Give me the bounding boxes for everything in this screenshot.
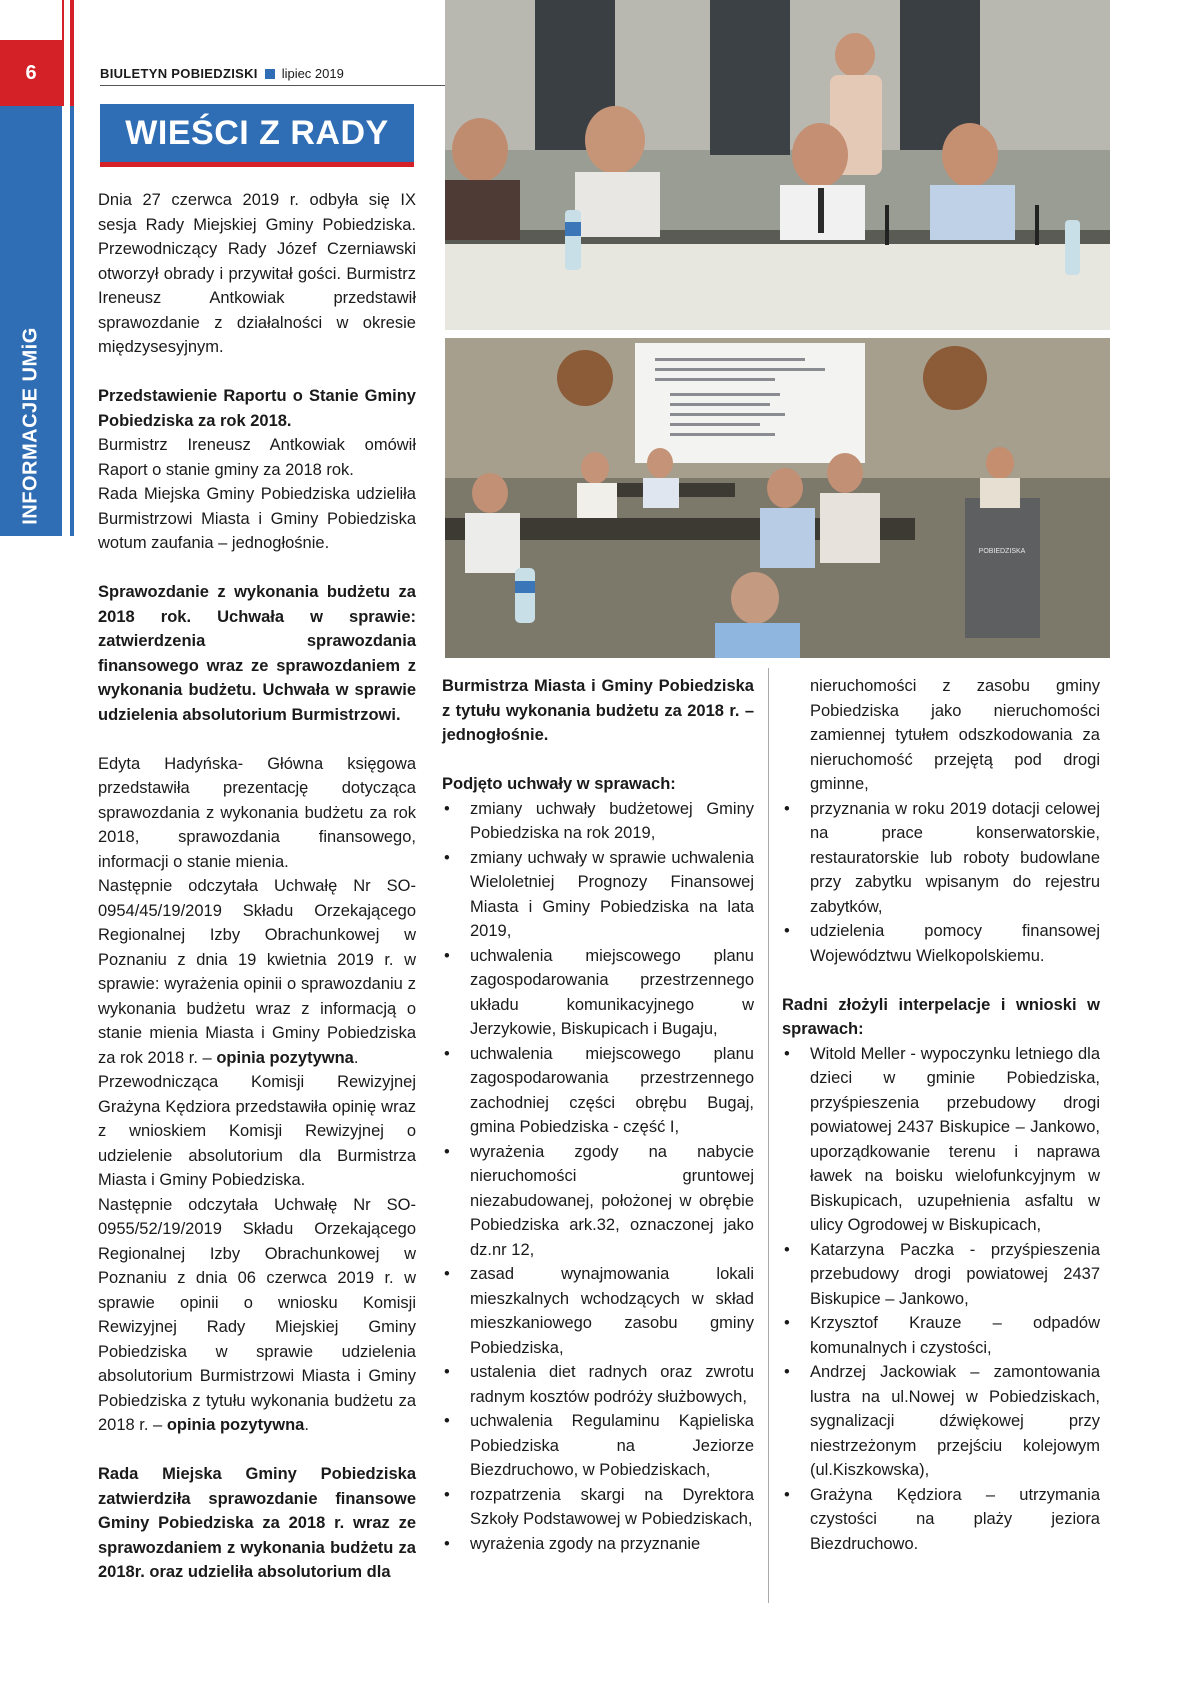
approval-continuation <box>442 674 754 748</box>
list-item: • Krzysztof Krauze – odpadów komunalnych i czystości, <box>782 1311 1100 1360</box>
list-item: • Andrzej Jackowiak – zamontowania lustra na ul.Nowej w Pobiedziskach, sygnalizacji dźwiękowej przy niestrzeżonym przejściu kolejowym (ul.Kiszkowska), <box>782 1360 1100 1483</box>
margin-rule-red-2 <box>70 0 74 106</box>
interpellations-heading-text: Radni złożyli interpelacje i wnioski w sprawach: <box>782 995 1100 1038</box>
resolutions-list <box>442 797 754 1557</box>
section-title: WIEŚCI Z RADY <box>100 104 414 162</box>
list-item: • Katarzyna Paczka - przyśpieszenia przebudowy drogi powiatowej 2437 Biskupice – Jankowo, <box>782 1238 1100 1312</box>
budget-heading-text: Sprawozdanie z wykonania budżetu za 2018 rok. Uchwała w sprawie: zatwierdzenia sprawozdania finansowego wraz ze sprawozdaniem z wykonania budżetu. Uchwała w sprawie udzielenia absolutorium Burmistrzowi. <box>98 583 416 724</box>
raport-heading <box>98 384 416 433</box>
side-band-rule <box>70 106 74 536</box>
rio-resolution-2-paragraph <box>98 1193 416 1438</box>
rio-resolution-2-text: Następnie odczytała Uchwałę Nr SO-0955/52/19/2019 Składu Orzekającego Regionalnej Izby Obrachunkowej w Poznaniu z dnia 06 czerwca 2019 r. w sprawie opinii o wniosku Komisji Rewizyjnej Rady Miejskiej Gminy Pobiedziska w sprawie udzielenia absolutorium Burmistrzowi Miasta i Gminy Pobiedziska z tytułu wykonania budżetu za 2018 r. – <box>98 1195 416 1434</box>
rio-resolution-2-end: . <box>304 1416 309 1434</box>
raport-heading-text: Przedstawienie Raportu o Stanie Gminy Pobiedziska za rok 2018. <box>98 387 416 430</box>
rio-resolution-2-verdict: opinia pozytywna <box>166 1416 305 1434</box>
margin-rule-red <box>62 0 64 106</box>
header-square-icon <box>265 69 275 79</box>
budget-heading <box>98 580 416 727</box>
resolutions-heading-text: Podjęto uchwały w sprawach: <box>442 775 676 793</box>
council-members-photo <box>445 0 1110 330</box>
publication-title: BIULETYN POBIEDZISKI <box>100 66 258 81</box>
header-rule <box>100 85 445 86</box>
list-item: • rozpatrzenia skargi na Dyrektora Szkoły Podstawowej w Pobiedziskach, <box>442 1483 754 1532</box>
article-column-3 <box>782 674 1100 1556</box>
resolutions-heading <box>442 772 754 797</box>
rio-resolution-1-verdict: opinia pozytywna <box>216 1048 354 1067</box>
presentation-paragraph: Edyta Hadyńska- Główna księgowa przedstawiła prezentację dotycząca sprawozdania z wykonania budżetu za rok 2018, sprawozdania finansowego, informacji o stanie mienia. <box>98 754 416 871</box>
rio-resolution-1-text: Następnie odczytała Uchwałę Nr SO-0954/45/19/2019 Składu Orzekającego Regionalnej Izby Obrachunkowej w Poznaniu z dnia 19 kwietnia 2019 r. w sprawie: wyrażenia opinii o sprawozdaniu z wykonania budżetu wraz z informacją o stanie mienia Miasta i Gminy Pobiedziska za rok 2018 r. – <box>98 877 416 1067</box>
section-title-underline <box>100 162 414 167</box>
list-item: • uchwalenia miejscowego planu zagospodarowania przestrzennego zachodniej części obrębu Bugaj, gmina Pobiedziska - część I, <box>442 1042 754 1140</box>
podium-label: POBIEDZISKA <box>978 548 1026 555</box>
article-column-1 <box>98 188 416 1585</box>
resolution-continuation: nieruchomości z zasobu gminy Pobiedziska jako nieruchomości zamiennej tytułem odszkodowania za nieruchomość przejętą pod drogi gminne, <box>810 677 1100 793</box>
list-item: • wyrażenia zgody na przyznanie <box>442 1532 754 1557</box>
list-item: • zmiany uchwały w sprawie uchwalenia Wieloletniej Prognozy Finansowej Miasta i Gminy Pobiedziska na lata 2019, <box>442 846 754 944</box>
list-item: • Witold Meller - wypoczynku letniego dla dzieci w gminie Pobiedziska, przyśpieszenia przebudowy drogi powiatowej 2437 Biskupice – Jankowo, uporządkowanie terenu i naprawa ławek na boisku wielofunkcyjnym w Biskupicach, uzupełnienia asfaltu w ulicy Ogrodowej w Biskupicach, <box>782 1042 1100 1238</box>
list-item: • Grażyna Kędziora – utrzymania czystości na plaży jeziora Biezdruchowo. <box>782 1483 1100 1557</box>
rio-resolution-1-end: . <box>353 1048 359 1067</box>
running-header <box>100 66 440 81</box>
list-item: • uchwalenia miejscowego planu zagospodarowania przestrzennego układu komunikacyjnego w Jerzykowie, Biskupicach i Bugaju, <box>442 944 754 1042</box>
list-item: • przyznania w roku 2019 dotacji celowej na prace konserwatorskie, restauratorskie lub roboty budowlane przy zabytku wpisanym do rejestru zabytków, <box>782 797 1100 920</box>
article-column-2 <box>442 674 754 1556</box>
side-section-label: INFORMACJE UMiG <box>19 327 42 525</box>
approval-paragraph-text: Rada Miejska Gminy Pobiedziska zatwierdziła sprawozdanie finansowe Gminy Pobiedziska za 2018 r. wraz ze sprawozdaniem z wykonania budżetu za 2018r. oraz udzieliła absolutorium dla <box>98 1465 416 1581</box>
list-item: • zmiany uchwały budżetowej Gminy Pobiedziska na rok 2019, <box>442 797 754 846</box>
approval-paragraph <box>98 1462 416 1585</box>
list-item: • ustalenia diet radnych oraz zwrotu radnym kosztów podróży służbowych, <box>442 1360 754 1409</box>
section-side-band <box>0 106 62 536</box>
column-divider <box>768 668 769 1603</box>
audit-committee-paragraph: Przewodnicząca Komisji Rewizyjnej Grażyna Kędziora przedstawiła opinię wraz z wnioskiem Komisji Rewizyjnej o udzielenie absolutorium dla Burmistrza Miasta i Gminy Pobiedziska. <box>98 1073 416 1189</box>
list-item: • uchwalenia Regulaminu Kąpieliska Pobiedziska na Jeziorze Biezdruchowo, w Pobiedziskach, <box>442 1409 754 1483</box>
rio-resolution-1-paragraph <box>98 874 416 1070</box>
list-item: • zasad wynajmowania lokali mieszkalnych wchodzących w skład mieszkaniowego zasobu gminy Pobiedziska, <box>442 1262 754 1360</box>
list-item: • wyrażenia zgody na nabycie nieruchomości gruntowej niezabudowanej, położonej w obrębie Pobiedziska ark.32, oznaczonej jako dz.nr 12, <box>442 1140 754 1263</box>
interpellations-heading <box>782 993 1100 1042</box>
raport-paragraph-1: Burmistrz Ireneusz Antkowiak omówił Raport o stanie gminy za 2018 rok. <box>98 436 416 479</box>
issue-date: lipiec 2019 <box>281 66 344 81</box>
interpellations-list <box>782 1042 1100 1557</box>
raport-paragraph-2: Rada Miejska Gminy Pobiedziska udzieliła Burmistrzowi Miasta i Gminy Pobiedziska wotum zaufania – jednogłośnie. <box>98 485 416 552</box>
page-number: 6 <box>0 40 62 106</box>
list-item: • udzielenia pomocy finansowej Województwu Wielkopolskiemu. <box>782 919 1100 968</box>
resolutions-list-continued <box>782 797 1100 969</box>
intro-paragraph: Dnia 27 czerwca 2019 r. odbyła się IX sesja Rady Miejskiej Gminy Pobiedziska. Przewodniczący Rady Józef Czerniawski otworzył obrady i przywitał gości. Burmistrz Ireneusz Antkowiak przedstawił sprawozdanie z działalności w okresie międzysesyjnym. <box>98 191 416 356</box>
session-hall-photo <box>445 338 1110 658</box>
approval-continuation-text: Burmistrza Miasta i Gminy Pobiedziska z tytułu wykonania budżetu za 2018 r. – jednogłośnie. <box>442 677 754 744</box>
